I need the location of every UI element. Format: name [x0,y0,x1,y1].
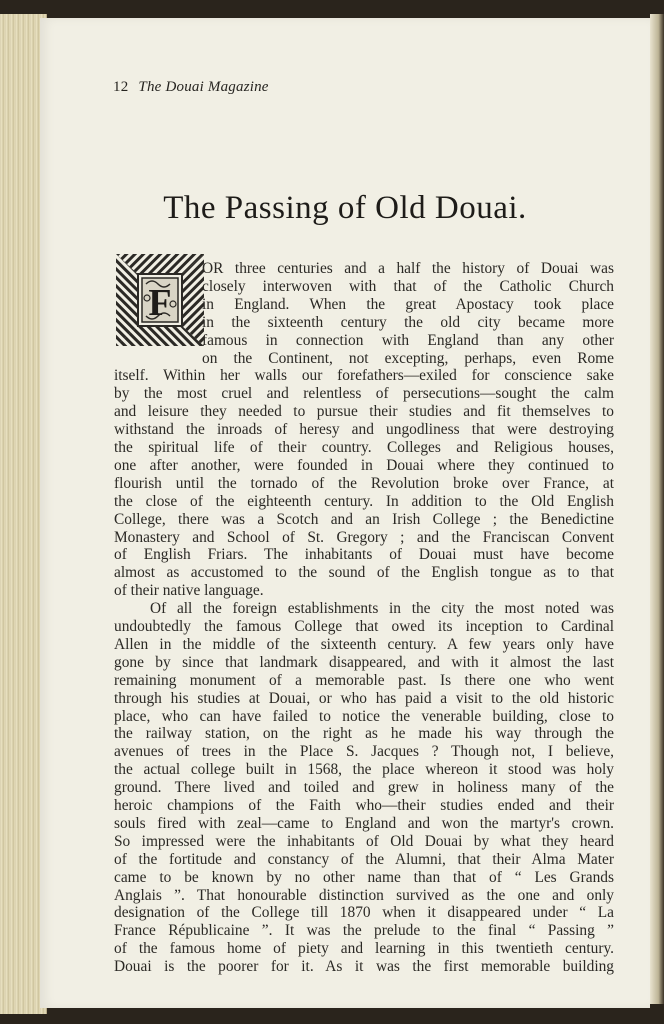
body-text-line: closely interwoven with that of the Catholic Church [202,277,614,295]
body-text-line: itself. Within her walls our forefathers—exiled for conscience sake [114,367,614,385]
body-text-line: avenues of trees in the Place S. Jacques ? Though not, I believe, [114,743,614,761]
body-text-line: College, there was a Scotch and an Irish College ; the Benedictine [114,510,614,528]
body-text-line: souls fired with zeal—came to England and won the martyr's crown. [114,814,614,832]
body-text-line: undoubtedly the famous College that owed its inception to Cardinal [114,618,614,635]
book-right-edge [650,14,664,1004]
body-text-line: of the fortitude and constancy of the Alumni, that their Alma Mater [114,850,614,868]
body-text-line: through his studies at Douai, or who has paid a visit to the old historic [114,689,614,707]
body-text-line: the railway station, on the right as he made his way through the [114,725,614,743]
body-text-line: heroic champions of the Faith who—their studies ended and their [114,797,614,814]
body-text-line: almost as accustomed to the sound of the English tongue as to that [114,564,614,582]
page-number: 12 [113,79,129,95]
magazine-page [40,18,650,1008]
article-body [40,18,650,1008]
body-text-line: OR three centuries and a half the history of Douai was [202,260,614,277]
magazine-title: The Douai Magazine [138,79,269,95]
body-text-line: France Républicaine ”. It was the prelude to the final “ Passing ” [114,922,614,940]
body-text-line: came to be known by no other name than that of “ Les Grands [114,868,614,886]
body-text-line: gone by since that landmark disappeared, and with it almost the last [114,653,614,671]
body-text-line: of the famous home of piety and learning in this twentieth century. [114,940,614,958]
body-text-line: the close of the eighteenth century. In addition to the Old English [114,492,614,510]
body-text-line: the actual college built in 1568, the place whereon it stood was holy [114,761,614,779]
body-text-line: by the most cruel and relentless of persecutions—sought the calm [114,385,614,403]
body-text-line: ground. There lived and toiled and grew in holiness many of the [114,779,614,797]
body-text-line: withstand the inroads of heresy and ungodliness that were destroying [114,421,614,439]
body-text-line: place, who can have failed to notice the venerable building, close to [114,707,614,725]
body-text-line: the spiritual life of their country. Colleges and Religious houses, [114,439,614,456]
body-text-line: on the Continent, not excepting, perhaps, even Rome [202,349,614,367]
body-text-line: Douai is the poorer for it. As it was the first memorable building [114,958,614,976]
body-text-line: Of all the foreign establishments in the city the most noted was [150,600,614,618]
body-text-line: designation of the College till 1870 when it disappeared under “ La [114,904,614,922]
body-text-line: Monastery and School of St. Gregory ; and the Franciscan Convent [114,528,614,546]
article-title: The Passing of Old Douai. [163,190,527,226]
body-text-line: Anglais ”. That honourable distinction survived as the one and only [114,886,614,904]
body-text-line: in the sixteenth century the old city became more [202,313,614,331]
body-text-line: Allen in the middle of the sixteenth century. A few years only have [114,635,614,653]
drop-cap-letter: F [148,282,172,324]
body-text-line: of their native language. [114,582,264,600]
body-text-line: So impressed were the inhabitants of Old Douai by what they heard [114,832,614,850]
body-text-line: one after another, were founded in Douai where they continued to [114,456,614,474]
body-text-line: and leisure they needed to pursue their studies and fit themselves to [114,403,614,421]
body-text-line: remaining monument of a memorable past. Is there one who went [114,671,614,689]
body-text-line: in England. When the great Apostacy took place [202,295,614,313]
body-text-line: flourish until the tornado of the Revolution broke over France, at [114,474,614,492]
body-text-line: of English Friars. The inhabitants of Douai must have become [114,546,614,564]
body-text-line: famous in connection with England than any other [202,331,614,349]
